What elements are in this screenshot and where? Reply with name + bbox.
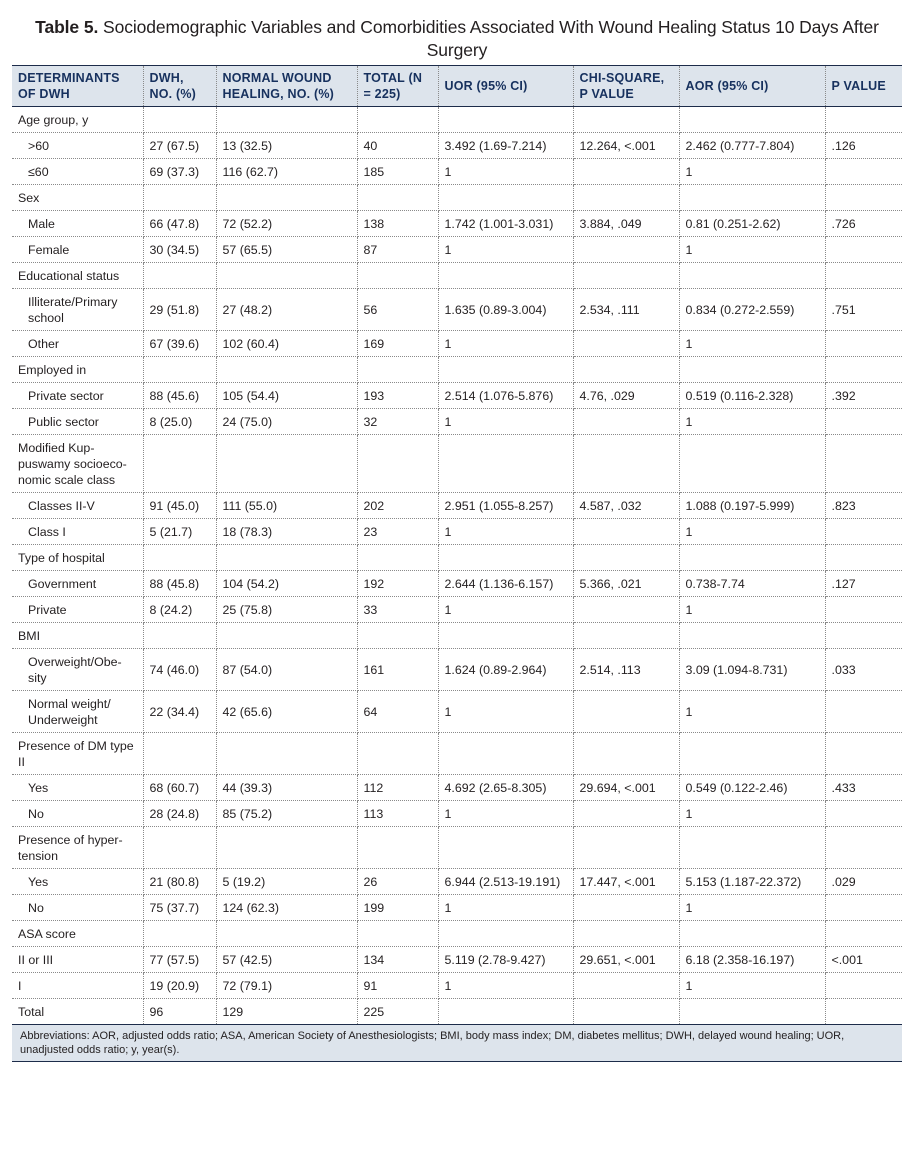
table-cell: 44 (39.3) <box>216 775 357 801</box>
table-group-row <box>12 623 902 649</box>
row-label-cell: II or III <box>12 947 143 973</box>
row-label-cell: Illiterate/Primary school <box>12 289 143 331</box>
table-cell: 42 (65.6) <box>216 691 357 733</box>
row-label-cell: Classes II-V <box>12 493 143 519</box>
table-cell: 192 <box>357 571 438 597</box>
table-cell <box>573 801 679 827</box>
table-cell: <.001 <box>825 947 902 973</box>
table-cell: 129 <box>216 999 357 1025</box>
table-cell: 75 (37.7) <box>143 895 216 921</box>
row-label-cell: Age group, y <box>12 107 143 133</box>
table-cell: 1 <box>438 519 573 545</box>
table-cell <box>438 999 573 1025</box>
header-total: TOTAL (N = 225) <box>357 66 438 107</box>
header-aor: AOR (95% CI) <box>679 66 825 107</box>
table-cell: 134 <box>357 947 438 973</box>
table-cell: 96 <box>143 999 216 1025</box>
table-cell: 32 <box>357 409 438 435</box>
row-label-cell: Government <box>12 571 143 597</box>
table-row <box>12 133 902 159</box>
table-row <box>12 331 902 357</box>
table-row <box>12 383 902 409</box>
table-cell: 40 <box>357 133 438 159</box>
table-cell <box>679 623 825 649</box>
table-cell: 1.635 (0.89-3.004) <box>438 289 573 331</box>
table-cell: 124 (62.3) <box>216 895 357 921</box>
table-cell <box>573 623 679 649</box>
row-label-cell: No <box>12 895 143 921</box>
header-determinants: DETERMINANTS OF DWH <box>12 66 143 107</box>
table-cell <box>438 827 573 869</box>
row-label-cell: Other <box>12 331 143 357</box>
table-cell: 1.088 (0.197-5.999) <box>679 493 825 519</box>
table-cell <box>825 733 902 775</box>
table-cell: .392 <box>825 383 902 409</box>
table-row <box>12 237 902 263</box>
row-label-cell: No <box>12 801 143 827</box>
table-group-row <box>12 357 902 383</box>
table-cell: 72 (52.2) <box>216 211 357 237</box>
table-row <box>12 289 902 331</box>
table-cell: 1 <box>679 159 825 185</box>
table-cell <box>357 623 438 649</box>
table-cell <box>679 545 825 571</box>
row-label-cell: I <box>12 973 143 999</box>
table-cell: 30 (34.5) <box>143 237 216 263</box>
row-label-cell: Presence of DM type II <box>12 733 143 775</box>
table-row <box>12 973 902 999</box>
table-cell: 27 (48.2) <box>216 289 357 331</box>
table-cell <box>825 237 902 263</box>
table-cell: 24 (75.0) <box>216 409 357 435</box>
table-cell: 1 <box>679 409 825 435</box>
table-cell <box>825 331 902 357</box>
table-cell: 5 (19.2) <box>216 869 357 895</box>
table-cell: 8 (24.2) <box>143 597 216 623</box>
table-cell: 91 <box>357 973 438 999</box>
table-cell <box>438 733 573 775</box>
table-cell: 0.519 (0.116-2.328) <box>679 383 825 409</box>
table-cell <box>679 263 825 289</box>
table-cell <box>216 827 357 869</box>
table-row <box>12 947 902 973</box>
table-cell <box>573 921 679 947</box>
table-cell <box>357 827 438 869</box>
table-cell: .433 <box>825 775 902 801</box>
table-cell: 23 <box>357 519 438 545</box>
table-cell: .726 <box>825 211 902 237</box>
table-cell: 69 (37.3) <box>143 159 216 185</box>
table-cell <box>573 999 679 1025</box>
table-cell <box>357 733 438 775</box>
table-cell <box>825 409 902 435</box>
table-cell: 18 (78.3) <box>216 519 357 545</box>
table-cell <box>216 921 357 947</box>
data-table <box>12 65 902 1025</box>
table-cell: 3.492 (1.69-7.214) <box>438 133 573 159</box>
table-cell: 1 <box>679 973 825 999</box>
row-label-cell: ≤60 <box>12 159 143 185</box>
table-group-row <box>12 733 902 775</box>
row-label-cell: Public sector <box>12 409 143 435</box>
table-cell: 225 <box>357 999 438 1025</box>
table-cell: 26 <box>357 869 438 895</box>
table-cell: 1 <box>438 895 573 921</box>
table-cell: 8 (25.0) <box>143 409 216 435</box>
table-cell: 21 (80.8) <box>143 869 216 895</box>
table-cell: 6.18 (2.358-16.197) <box>679 947 825 973</box>
row-label-cell: Normal weight/ Underweight <box>12 691 143 733</box>
table-cell <box>573 691 679 733</box>
table-cell <box>438 263 573 289</box>
table-title: Sociodemographic Variables and Comorbidities Associated With Wound Healing Status 10 Days After Surgery <box>103 17 879 60</box>
table-cell: 67 (39.6) <box>143 331 216 357</box>
table-cell <box>143 435 216 493</box>
table-cell <box>438 435 573 493</box>
table-cell <box>825 921 902 947</box>
table-cell <box>573 435 679 493</box>
table-cell <box>357 263 438 289</box>
table-cell <box>357 921 438 947</box>
table-cell: 88 (45.8) <box>143 571 216 597</box>
table-cell: 2.514, .113 <box>573 649 679 691</box>
table-cell: 1 <box>438 691 573 733</box>
row-label-cell: Yes <box>12 775 143 801</box>
table-row <box>12 999 902 1025</box>
row-label-cell: Class I <box>12 519 143 545</box>
table-cell: 2.951 (1.055-8.257) <box>438 493 573 519</box>
table-cell <box>679 733 825 775</box>
header-normal-healing: NORMAL WOUND HEALING, NO. (%) <box>216 66 357 107</box>
table-cell: 87 (54.0) <box>216 649 357 691</box>
table-row <box>12 895 902 921</box>
row-label-cell: Type of hospital <box>12 545 143 571</box>
table-row <box>12 159 902 185</box>
table-cell: 17.447, <.001 <box>573 869 679 895</box>
table-cell: 1 <box>438 237 573 263</box>
table-cell <box>573 237 679 263</box>
table-cell: 161 <box>357 649 438 691</box>
table-cell: 29.694, <.001 <box>573 775 679 801</box>
table-cell <box>143 921 216 947</box>
row-label-cell: Yes <box>12 869 143 895</box>
table-cell: 2.644 (1.136-6.157) <box>438 571 573 597</box>
table-cell <box>216 733 357 775</box>
table-cell <box>825 895 902 921</box>
table-cell: 1.742 (1.001-3.031) <box>438 211 573 237</box>
table-cell <box>679 921 825 947</box>
table-cell <box>438 185 573 211</box>
row-label-cell: Overweight/Obe-sity <box>12 649 143 691</box>
table-cell: 113 <box>357 801 438 827</box>
table-cell: 199 <box>357 895 438 921</box>
table-group-row <box>12 545 902 571</box>
table-cell: 1 <box>679 519 825 545</box>
row-label-cell: >60 <box>12 133 143 159</box>
footnote: Abbreviations: AOR, adjusted odds ratio; ASA, American Society of Anesthesiologists; BMI, body mass index; DM, diabetes mellitus; DWH, delayed wound healing; UOR, unadjusted odds ratio; y, year(s). <box>12 1025 902 1062</box>
table-cell: 2.462 (0.777-7.804) <box>679 133 825 159</box>
table-cell: 116 (62.7) <box>216 159 357 185</box>
table-cell: 64 <box>357 691 438 733</box>
table-cell <box>825 623 902 649</box>
table-cell <box>216 545 357 571</box>
table-cell: 1 <box>438 597 573 623</box>
table-cell: 4.587, .032 <box>573 493 679 519</box>
table-cell: .033 <box>825 649 902 691</box>
table-cell: 1 <box>679 237 825 263</box>
table-cell <box>573 895 679 921</box>
table-cell <box>357 107 438 133</box>
table-cell <box>825 185 902 211</box>
table-cell: 1 <box>438 409 573 435</box>
table-cell <box>573 185 679 211</box>
table-cell <box>357 435 438 493</box>
table-row <box>12 409 902 435</box>
header-dwh: DWH, NO. (%) <box>143 66 216 107</box>
header-chi-square: CHI-SQUARE, P VALUE <box>573 66 679 107</box>
table-cell: 5.366, .021 <box>573 571 679 597</box>
table-cell <box>679 357 825 383</box>
table-cell <box>216 263 357 289</box>
table-cell <box>573 159 679 185</box>
table-caption <box>12 0 902 62</box>
table-cell <box>143 545 216 571</box>
table-cell: 57 (65.5) <box>216 237 357 263</box>
table-cell: 169 <box>357 331 438 357</box>
table-cell <box>825 159 902 185</box>
table-cell: 66 (47.8) <box>143 211 216 237</box>
table-cell <box>143 263 216 289</box>
table-cell <box>357 545 438 571</box>
table-cell: 77 (57.5) <box>143 947 216 973</box>
row-label-cell: Educational status <box>12 263 143 289</box>
table-cell: 88 (45.6) <box>143 383 216 409</box>
table-cell <box>825 827 902 869</box>
table-body <box>12 107 902 1025</box>
table-cell: 33 <box>357 597 438 623</box>
table-cell: 1 <box>438 973 573 999</box>
table-cell <box>573 357 679 383</box>
table-cell: .126 <box>825 133 902 159</box>
table-cell: .029 <box>825 869 902 895</box>
table-cell <box>825 973 902 999</box>
table-cell: 87 <box>357 237 438 263</box>
table-row <box>12 775 902 801</box>
table-cell <box>825 801 902 827</box>
table-row <box>12 519 902 545</box>
table-cell <box>357 185 438 211</box>
table-cell: 19 (20.9) <box>143 973 216 999</box>
table-cell: 105 (54.4) <box>216 383 357 409</box>
table-cell <box>679 827 825 869</box>
table-cell: 29.651, <.001 <box>573 947 679 973</box>
table-cell: 1 <box>679 331 825 357</box>
table-cell: 193 <box>357 383 438 409</box>
table-cell <box>573 827 679 869</box>
table-cell <box>825 691 902 733</box>
table-cell <box>573 597 679 623</box>
row-label-cell: BMI <box>12 623 143 649</box>
header-row <box>12 66 902 107</box>
table-cell: 91 (45.0) <box>143 493 216 519</box>
table-cell: 29 (51.8) <box>143 289 216 331</box>
table-cell: 138 <box>357 211 438 237</box>
table-cell <box>438 107 573 133</box>
table-cell <box>573 263 679 289</box>
table-cell: 85 (75.2) <box>216 801 357 827</box>
table-cell <box>825 519 902 545</box>
table-cell <box>573 519 679 545</box>
table-cell: 68 (60.7) <box>143 775 216 801</box>
table-cell <box>825 545 902 571</box>
table-cell: 3.09 (1.094-8.731) <box>679 649 825 691</box>
table-cell: 4.692 (2.65-8.305) <box>438 775 573 801</box>
row-label-cell: Female <box>12 237 143 263</box>
table-cell <box>216 623 357 649</box>
table-cell: 56 <box>357 289 438 331</box>
table-cell: 1.624 (0.89-2.964) <box>438 649 573 691</box>
table-cell: 5.153 (1.187-22.372) <box>679 869 825 895</box>
table-cell: .751 <box>825 289 902 331</box>
table-cell: .127 <box>825 571 902 597</box>
table-cell: 1 <box>679 895 825 921</box>
table-cell: 1 <box>438 801 573 827</box>
table-row <box>12 211 902 237</box>
table-cell: 6.944 (2.513-19.191) <box>438 869 573 895</box>
table-cell <box>679 435 825 493</box>
table-cell: 104 (54.2) <box>216 571 357 597</box>
table-cell <box>573 107 679 133</box>
table-cell: 1 <box>679 801 825 827</box>
row-label-cell: Modified Kup-puswamy socioeco-nomic scale class <box>12 435 143 493</box>
table-row <box>12 597 902 623</box>
table-group-row <box>12 185 902 211</box>
table-cell <box>825 999 902 1025</box>
table-cell <box>679 107 825 133</box>
table-group-row <box>12 435 902 493</box>
table-cell: 74 (46.0) <box>143 649 216 691</box>
table-cell <box>143 107 216 133</box>
table-group-row <box>12 107 902 133</box>
table-cell: 28 (24.8) <box>143 801 216 827</box>
row-label-cell: Presence of hyper-tension <box>12 827 143 869</box>
table-row <box>12 869 902 895</box>
table-cell: 2.534, .111 <box>573 289 679 331</box>
table-cell: 1 <box>438 331 573 357</box>
table-cell <box>216 357 357 383</box>
row-label-cell: Male <box>12 211 143 237</box>
table-cell <box>825 435 902 493</box>
table-cell <box>825 597 902 623</box>
table-cell <box>438 357 573 383</box>
table-cell: 0.549 (0.122-2.46) <box>679 775 825 801</box>
table-cell: 13 (32.5) <box>216 133 357 159</box>
table-cell <box>143 185 216 211</box>
table-cell: 2.514 (1.076-5.876) <box>438 383 573 409</box>
table-cell <box>573 733 679 775</box>
table-cell <box>825 357 902 383</box>
table-cell <box>143 827 216 869</box>
table-group-row <box>12 827 902 869</box>
table-cell: 27 (67.5) <box>143 133 216 159</box>
table-cell <box>143 357 216 383</box>
table-label: Table 5. <box>35 17 99 37</box>
table-cell <box>825 107 902 133</box>
table-cell: 4.76, .029 <box>573 383 679 409</box>
table-cell: 102 (60.4) <box>216 331 357 357</box>
table-cell <box>573 409 679 435</box>
table-cell <box>438 545 573 571</box>
table-cell: 22 (34.4) <box>143 691 216 733</box>
table-group-row <box>12 921 902 947</box>
row-label-cell: Total <box>12 999 143 1025</box>
header-p-value: P VALUE <box>825 66 902 107</box>
table-cell <box>143 733 216 775</box>
table-group-row <box>12 263 902 289</box>
table-row <box>12 801 902 827</box>
table-cell <box>143 623 216 649</box>
table-cell: 1 <box>679 691 825 733</box>
table-cell <box>357 357 438 383</box>
table-row <box>12 649 902 691</box>
table-cell: 3.884, .049 <box>573 211 679 237</box>
table-cell <box>216 107 357 133</box>
table-cell: 5 (21.7) <box>143 519 216 545</box>
header-uor: UOR (95% CI) <box>438 66 573 107</box>
table-cell <box>216 185 357 211</box>
table-cell: 72 (79.1) <box>216 973 357 999</box>
table-cell <box>438 921 573 947</box>
table-cell: 0.834 (0.272-2.559) <box>679 289 825 331</box>
table-cell: 57 (42.5) <box>216 947 357 973</box>
table-cell: 1 <box>438 159 573 185</box>
row-label-cell: ASA score <box>12 921 143 947</box>
table-cell: 0.738-7.74 <box>679 571 825 597</box>
row-label-cell: Employed in <box>12 357 143 383</box>
table-row <box>12 493 902 519</box>
table-cell: 202 <box>357 493 438 519</box>
row-label-cell: Sex <box>12 185 143 211</box>
table-cell: 5.119 (2.78-9.427) <box>438 947 573 973</box>
table-cell <box>438 623 573 649</box>
table-cell: 12.264, <.001 <box>573 133 679 159</box>
table-cell: 185 <box>357 159 438 185</box>
table-cell <box>573 331 679 357</box>
table-cell <box>679 185 825 211</box>
row-label-cell: Private sector <box>12 383 143 409</box>
table-cell: .823 <box>825 493 902 519</box>
table-row <box>12 571 902 597</box>
table-cell <box>573 545 679 571</box>
table-cell: 25 (75.8) <box>216 597 357 623</box>
table-cell: 112 <box>357 775 438 801</box>
table-cell <box>679 999 825 1025</box>
row-label-cell: Private <box>12 597 143 623</box>
table-cell: 1 <box>679 597 825 623</box>
table-cell <box>825 263 902 289</box>
table-cell <box>573 973 679 999</box>
table-cell: 0.81 (0.251-2.62) <box>679 211 825 237</box>
table-cell <box>216 435 357 493</box>
table-row <box>12 691 902 733</box>
table-cell: 111 (55.0) <box>216 493 357 519</box>
